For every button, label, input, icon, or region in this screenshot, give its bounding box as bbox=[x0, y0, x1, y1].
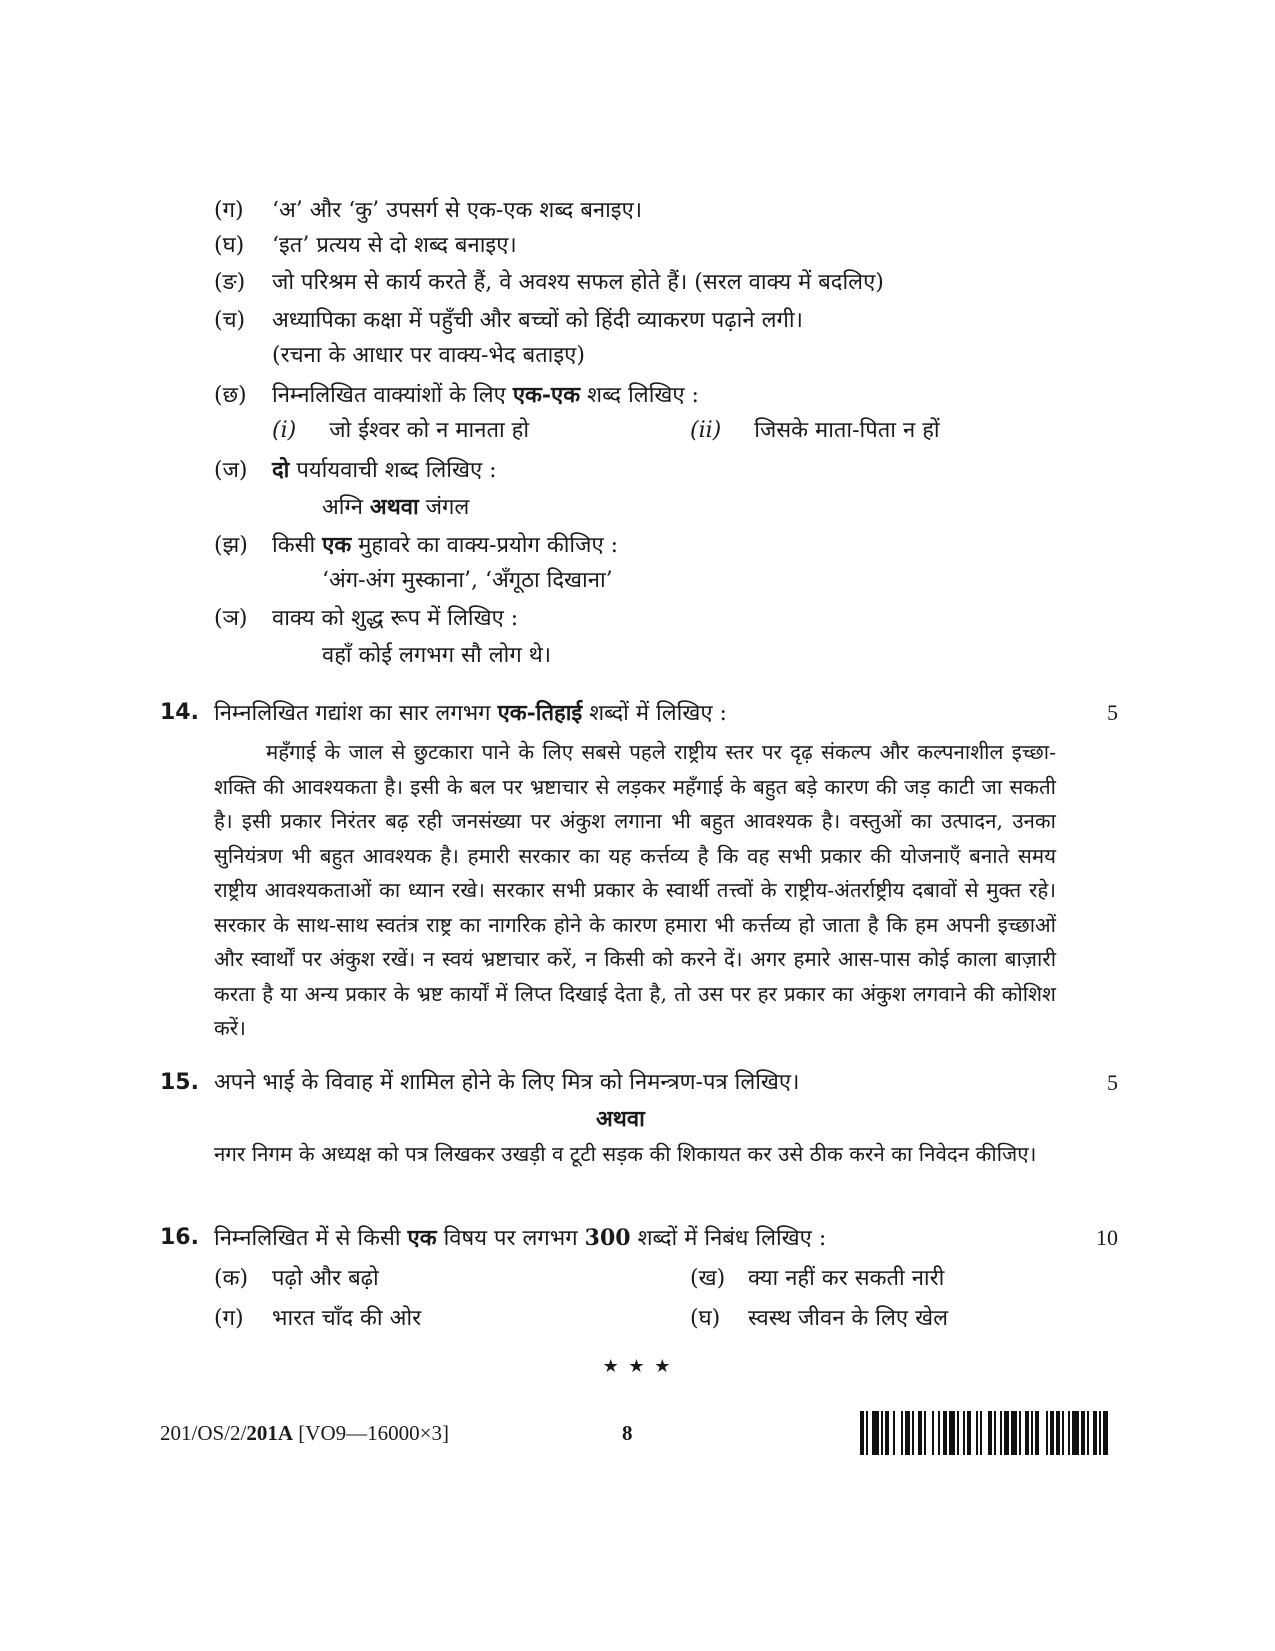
item-text: ‘अ’ और ‘कु’ उपसर्ग से एक-एक शब्द बनाइए। bbox=[272, 198, 643, 223]
item-label: (छ) bbox=[214, 383, 247, 408]
item-text: किसी bbox=[272, 533, 323, 558]
item-text: जो परिश्रम से कार्य करते हैं, वे अवश्य सफल होते हैं। (सरल वाक्य में बदलिए) bbox=[272, 270, 884, 295]
prompt-text: शब्दों में निबंध लिखिए : bbox=[630, 1226, 827, 1251]
q15-marks: 5 bbox=[1107, 1070, 1118, 1095]
option-text: जो ईश्वर को न मानता हो bbox=[329, 418, 530, 443]
item-text: अध्यापिका कक्षा में पहुँची और बच्चों को हिंदी व्याकरण पढ़ाने लगी। bbox=[272, 308, 803, 333]
item-label: (ज) bbox=[214, 458, 248, 483]
item-label: (ञ) bbox=[214, 606, 248, 631]
q15-prompt: अपने भाई के विवाह में शामिल होने के लिए मित्र को निमन्त्रण-पत्र लिखिए। bbox=[214, 1070, 800, 1095]
item-text: मुहावरे का वाक्य-प्रयोग कीजिए : bbox=[351, 533, 619, 558]
code-text: [VO9—16000×3] bbox=[293, 1421, 449, 1445]
q13-item-jha-sub: ‘अंग-अंग मुस्काना’, ‘अँगूठा दिखाना’ bbox=[322, 568, 613, 593]
q16-topic-ka bbox=[214, 1264, 379, 1294]
item-bold: एक bbox=[322, 532, 352, 558]
q16-topic-gha bbox=[690, 1304, 948, 1334]
q14-prompt bbox=[214, 698, 727, 729]
q13-item-nya bbox=[214, 604, 518, 634]
barcode bbox=[860, 1411, 1110, 1455]
option-label: (i) bbox=[272, 418, 297, 443]
q14-passage: महँगाई के जाल से छुटकारा पाने के लिए सबसे पहले राष्ट्रीय स्तर पर दृढ़ संकल्प और कल्पनाशील इच्छा-शक्ति की आवश्यकता है। इसी के बल पर भ्रष्टाचार से लड़कर महँगाई के बहुत बड़े कारण की जड़ काटी जा सकती है। इसी प्रकार निरंतर बढ़ रही जनसंख्या पर अंकुश लगाना भी बहुत आवश्यक है। वस्तुओं का उत्पादन, उनका सुनियंत्रण भी बहुत आवश्यक है। हमारी सरकार का यह कर्त्तव्य है कि वह सभी प्रकार की योजनाएँ बनाते समय राष्ट्रीय आवश्यकताओं का ध्यान रखे। सरकार सभी प्रकार के स्वार्थी तत्त्वों के राष्ट्रीय-अंतर्राष्ट्रीय दबावों से मुक्त रहे। सरकार के साथ-साथ स्वतंत्र राष्ट्र का नागरिक होने के कारण हमारा भी कर्त्तव्य हो जाता है कि हम अपनी इच्छाओं और स्वार्थों पर अंकुश रखें। न स्वयं भ्रष्टाचार करें, न किसी को करने दें। अगर हमारे आस-पास कोई काला बाज़ारी करता है या अन्य प्रकार के भ्रष्ट कार्यों में लिप्त दिखाई देता है, तो उस पर हर प्रकार का अंकुश लगवाने की कोशिश करें। bbox=[214, 740, 1056, 1040]
q16-topic-kha bbox=[690, 1264, 944, 1294]
prompt-text: निम्नलिखित गद्यांश का सार लगभग bbox=[214, 701, 498, 726]
page-number: 8 bbox=[622, 1421, 633, 1445]
q13-option-ii bbox=[690, 416, 940, 446]
sub-text: जंगल bbox=[418, 495, 470, 520]
q16-topic-ga bbox=[214, 1304, 421, 1334]
q15-or: अथवा bbox=[596, 1106, 645, 1132]
sub-bold: अथवा bbox=[369, 494, 419, 520]
option-label: (ii) bbox=[690, 418, 722, 443]
item-label: (ग) bbox=[214, 198, 244, 223]
topic-label: (घ) bbox=[690, 1306, 721, 1331]
item-label: (घ) bbox=[214, 233, 245, 258]
q15-alternative: नगर निगम के अध्यक्ष को पत्र लिखकर उखड़ी व टूटी सड़क की शिकायत कर उसे ठीक करने का निवेदन कीजिए। bbox=[214, 1142, 1037, 1166]
topic-text: स्वस्थ जीवन के लिए खेल bbox=[748, 1306, 948, 1331]
q14-marks: 5 bbox=[1107, 700, 1118, 725]
q13-item-ja-sub bbox=[322, 492, 469, 523]
q13-item-nya-sub: वहाँ कोई लगभग सौ लोग थे। bbox=[322, 643, 552, 668]
code-text: 201/OS/2/ bbox=[160, 1421, 247, 1445]
item-text: निम्नलिखित वाक्यांशों के लिए bbox=[272, 383, 513, 408]
sub-text: अग्नि bbox=[322, 495, 370, 520]
topic-label: (ख) bbox=[690, 1266, 726, 1291]
q13-item-gha bbox=[214, 231, 517, 261]
item-label: (ङ) bbox=[214, 270, 246, 295]
q13-item-ga bbox=[214, 196, 642, 226]
q13-item-ja bbox=[214, 455, 497, 486]
prompt-bold: 300 bbox=[584, 1225, 631, 1251]
item-bold: एक-एक bbox=[512, 382, 581, 408]
option-text: जिसके माता-पिता न हों bbox=[754, 418, 940, 443]
topic-text: भारत चाँद की ओर bbox=[272, 1306, 422, 1331]
prompt-bold: एक bbox=[407, 1225, 437, 1251]
topic-label: (ग) bbox=[214, 1306, 244, 1331]
item-label: (झ) bbox=[214, 533, 248, 558]
q15-number: 15. bbox=[160, 1070, 199, 1095]
barcode-bar bbox=[1108, 1411, 1110, 1455]
paper-code bbox=[160, 1418, 449, 1448]
q16-prompt bbox=[214, 1223, 826, 1254]
prompt-text: शब्दों में लिखिए : bbox=[582, 701, 727, 726]
item-text: ‘इत’ प्रत्यय से दो शब्द बनाइए। bbox=[272, 233, 517, 258]
q16-marks: 10 bbox=[1096, 1225, 1118, 1250]
item-bold: दो bbox=[272, 457, 290, 483]
topic-label: (क) bbox=[214, 1266, 249, 1291]
prompt-bold: एक-तिहाई bbox=[497, 700, 583, 726]
q13-item-cha-sub: (रचना के आधार पर वाक्य-भेद बताइए) bbox=[272, 343, 585, 368]
q13-item-jha bbox=[214, 530, 618, 561]
code-bold: 201A bbox=[246, 1421, 294, 1445]
item-text: पर्यायवाची शब्द लिखिए : bbox=[289, 458, 497, 483]
q14-number: 14. bbox=[160, 700, 199, 725]
q13-item-nga bbox=[214, 268, 884, 298]
topic-text: पढ़ो और बढ़ो bbox=[272, 1266, 379, 1291]
prompt-text: विषय पर लगभग bbox=[436, 1226, 585, 1251]
prompt-text: निम्नलिखित में से किसी bbox=[214, 1226, 408, 1251]
item-text: शब्द लिखिए : bbox=[580, 383, 699, 408]
q13-item-chha bbox=[214, 380, 699, 411]
item-label: (च) bbox=[214, 308, 246, 333]
q13-item-cha bbox=[214, 306, 803, 336]
q16-number: 16. bbox=[160, 1225, 199, 1250]
item-text: वाक्य को शुद्ध रूप में लिखिए : bbox=[272, 606, 519, 631]
q13-option-i bbox=[272, 416, 529, 446]
topic-text: क्या नहीं कर सकती नारी bbox=[748, 1266, 945, 1291]
end-stars: ★ ★ ★ bbox=[602, 1356, 673, 1377]
